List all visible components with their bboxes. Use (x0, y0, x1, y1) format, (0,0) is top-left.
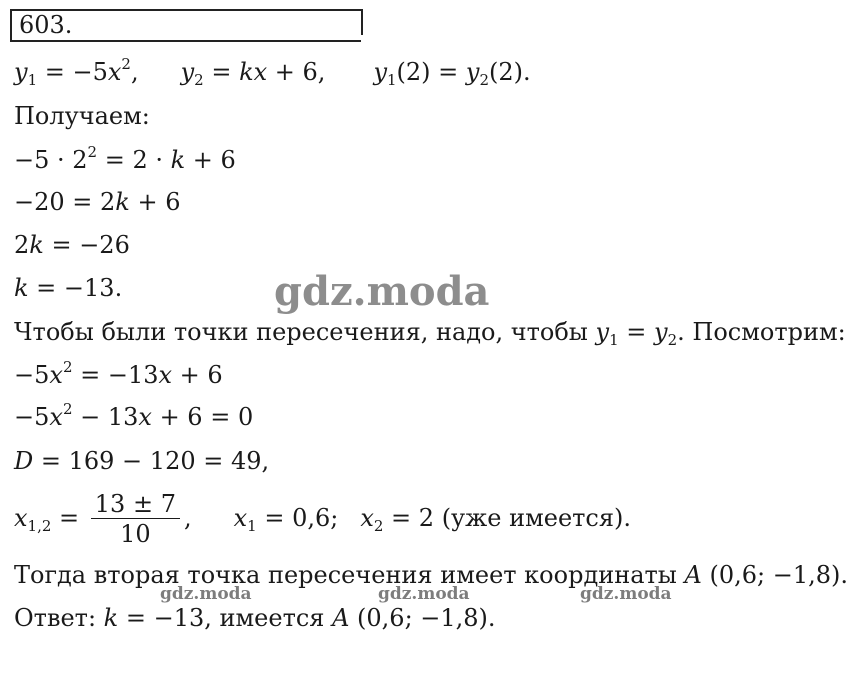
equation-line-8: $-5x^2 = -13x + 6$ (14, 358, 223, 389)
var: y (14, 58, 28, 86)
text-line-intersection: Чтобы были точки пересечения, надо, чтобы $y_1 = y_2$. Посмотрим: (14, 318, 846, 349)
answer-line: Ответ: k = −13, имеется A (0,6; −1,8). (14, 604, 496, 632)
watermark-small-2: gdz.moda (378, 584, 470, 604)
text-line-second-point: Тогда вторая точка пересечения имеет координаты A (0,6; −1,8). (14, 561, 848, 589)
equation-line-9: $-5x^2 - 13x + 6 = 0$ (14, 400, 254, 431)
watermark-small-3: gdz.moda (580, 584, 672, 604)
equation-line-6: k = −13. (14, 274, 123, 302)
problem-number: 603. (19, 11, 73, 39)
text-line-poluchaem: Получаем: (14, 102, 150, 130)
equation-line-5: 2k = −26 (14, 231, 130, 259)
watermark-small-1: gdz.moda (160, 584, 252, 604)
equation-line-3: $-5 \cdot 2^2 = 2 \cdot k + 6$ (14, 143, 236, 174)
equation-line-4: −20 = 2k + 6 (14, 188, 181, 216)
equation-line-discriminant: D = 169 − 120 = 49, (14, 447, 270, 475)
roots-fraction: $\frac{13 \pm 7}{10}$ (91, 490, 180, 549)
watermark-large: gdz.moda (274, 268, 490, 315)
equation-line-roots: $x_{1,2}$ = $\frac{13 \pm 7}{10}$ , $x_1 = 0,6$; $x_2 = 2$ (уже имеется). (14, 490, 632, 548)
given-functions-line: $y_1 = -5x^2$, $y_2$ = kx + 6, $y_1(2) = y_2(2)$. (14, 55, 531, 89)
